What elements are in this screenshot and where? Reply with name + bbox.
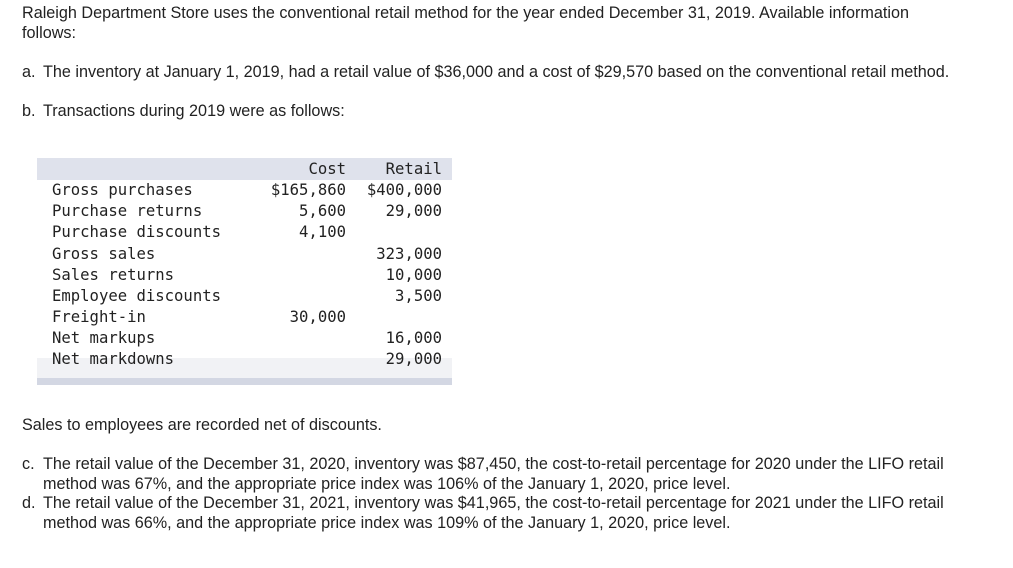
- item-a: [22, 62, 997, 102]
- row-label: Gross purchases: [52, 181, 193, 199]
- header-retail: Retail: [385, 160, 442, 178]
- row-label: Employee discounts: [52, 287, 221, 305]
- row-cost: 4,100: [299, 223, 346, 241]
- item-a-letter: a.: [22, 63, 36, 81]
- row-retail: $400,000: [366, 181, 442, 199]
- row-label: Sales returns: [52, 266, 175, 284]
- row-label: Gross sales: [52, 245, 156, 263]
- row-retail: 3,500: [395, 287, 442, 305]
- item-d: [22, 493, 997, 533]
- row-label: Net markdowns: [52, 350, 175, 368]
- row-label: Purchase returns: [52, 202, 203, 220]
- item-a-text: The inventory at January 1, 2019, had a retail value of $36,000 and a cost of $29,570 based on the conventional retail method.: [43, 63, 950, 81]
- item-c-text: The retail value of the December 31, 2020, inventory was $87,450, the cost-to-retail percentage for 2020 under the LIFO retail method was 67%, and the appropriate price index was 106% of the January 1, 2020, price level.: [43, 455, 944, 493]
- transactions-table: [37, 158, 452, 386]
- row-retail: 29,000: [385, 202, 442, 220]
- header-cost: Cost: [308, 160, 346, 178]
- row-retail: 16,000: [385, 329, 442, 347]
- item-d-text: The retail value of the December 31, 2021, inventory was $41,965, the cost-to-retail percentage for 2021 under the LIFO retail method was 66%, and the appropriate price index was 109% of the January 1, 2020, price level.: [43, 494, 944, 532]
- table-footer-bar: [37, 378, 452, 385]
- row-retail: 10,000: [385, 266, 442, 284]
- employee-sales-note: Sales to employees are recorded net of discounts.: [22, 416, 382, 434]
- item-b-text: Transactions during 2019 were as follows:: [43, 102, 345, 120]
- item-b: [22, 101, 997, 121]
- row-retail: 29,000: [385, 350, 442, 368]
- row-cost: $165,860: [270, 181, 346, 199]
- row-label: Purchase discounts: [52, 223, 221, 241]
- intro-paragraph: Raleigh Department Store uses the conventional retail method for the year ended December 31, 2019. Available information follows:: [22, 4, 909, 42]
- row-retail: 323,000: [376, 245, 442, 263]
- row-label: Net markups: [52, 329, 156, 347]
- item-b-letter: b.: [22, 102, 36, 120]
- item-c: [22, 454, 997, 494]
- row-cost: 5,600: [299, 202, 346, 220]
- item-d-letter: d.: [22, 494, 36, 512]
- row-label: Freight-in: [52, 308, 146, 326]
- row-cost: 30,000: [289, 308, 346, 326]
- item-c-letter: c.: [22, 455, 35, 473]
